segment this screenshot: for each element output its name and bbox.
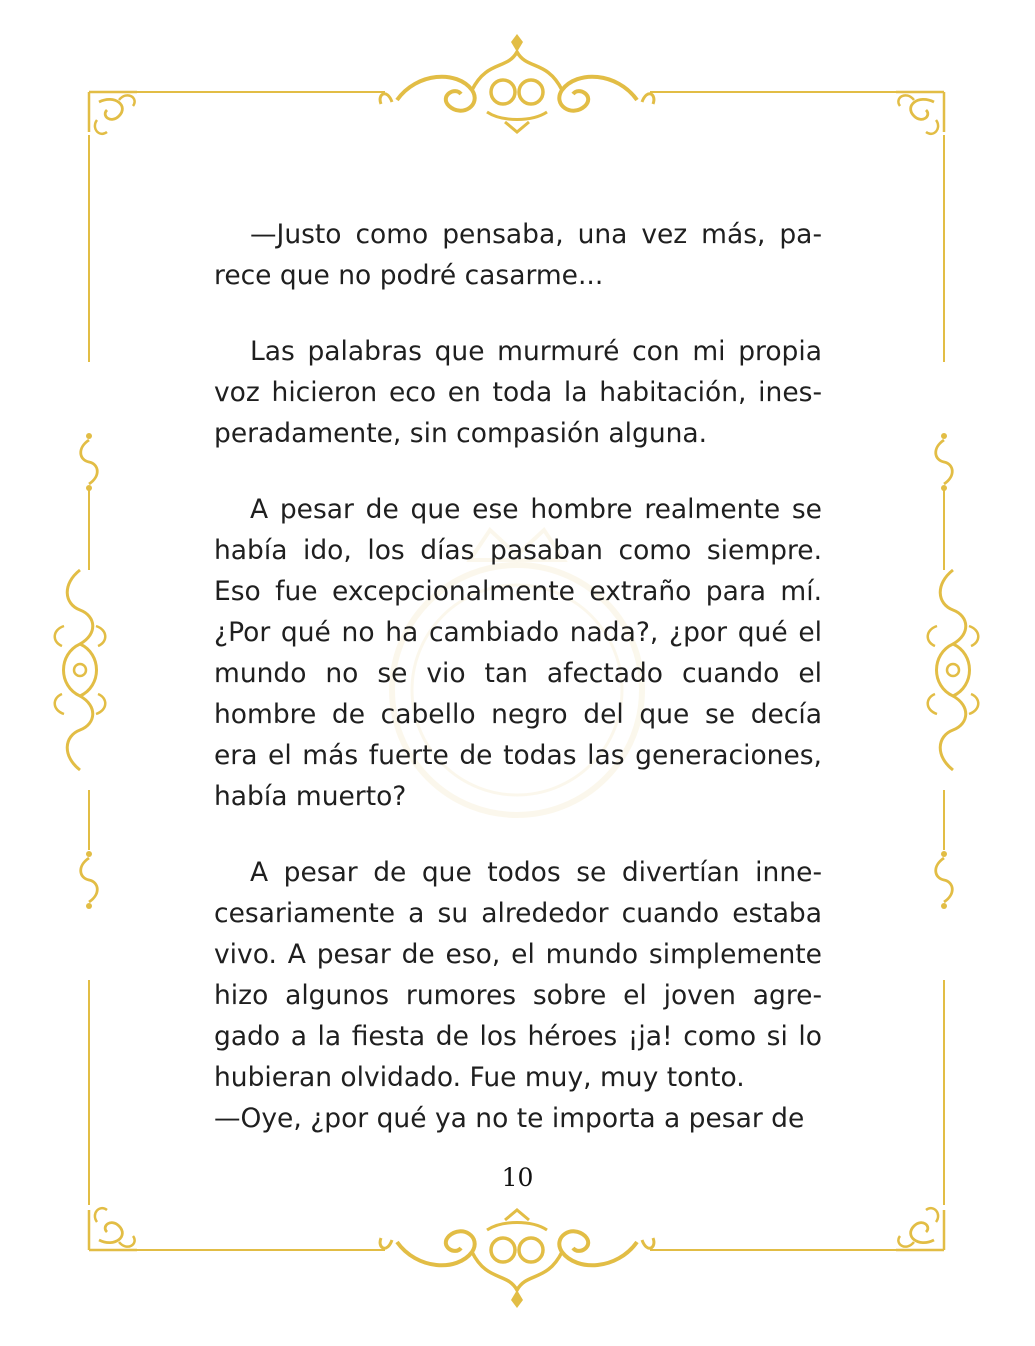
paragraph: —Justo como pensaba, una vez más, parece que no podré casarme... <box>214 219 822 291</box>
page-number: 10 <box>501 1163 534 1192</box>
dialog-line: —Oye, ¿por qué ya no te importa a pesar de <box>214 1103 805 1134</box>
body-text <box>214 214 822 1139</box>
paragraph: A pesar de que ese hombre realmente se había ido, los días pasaban como siempre. Eso fue excepcionalmente extraño para mí. ¿Por qué no ha cambiado nada?, ¿por qué el mundo no se vio tan afectado cuando el hombre de cabello negro del que se decía era el más fuerte de todas las generaciones, había muerto? <box>214 494 822 812</box>
paragraph: Las palabras que murmuré con mi propia voz hicieron eco en toda la habitación, inesperadamente, sin compasión alguna. <box>214 336 822 449</box>
paragraph <box>214 852 822 1139</box>
paragraph-text: A pesar de que todos se divertían innecesariamente a su alrededor cuando estaba vivo. A pesar de eso, el mundo simplemente hizo algunos rumores sobre el joven agregado a la fiesta de los héroes ¡ja! como si lo hubieran olvidado. Fue muy, muy tonto. <box>214 857 822 1093</box>
